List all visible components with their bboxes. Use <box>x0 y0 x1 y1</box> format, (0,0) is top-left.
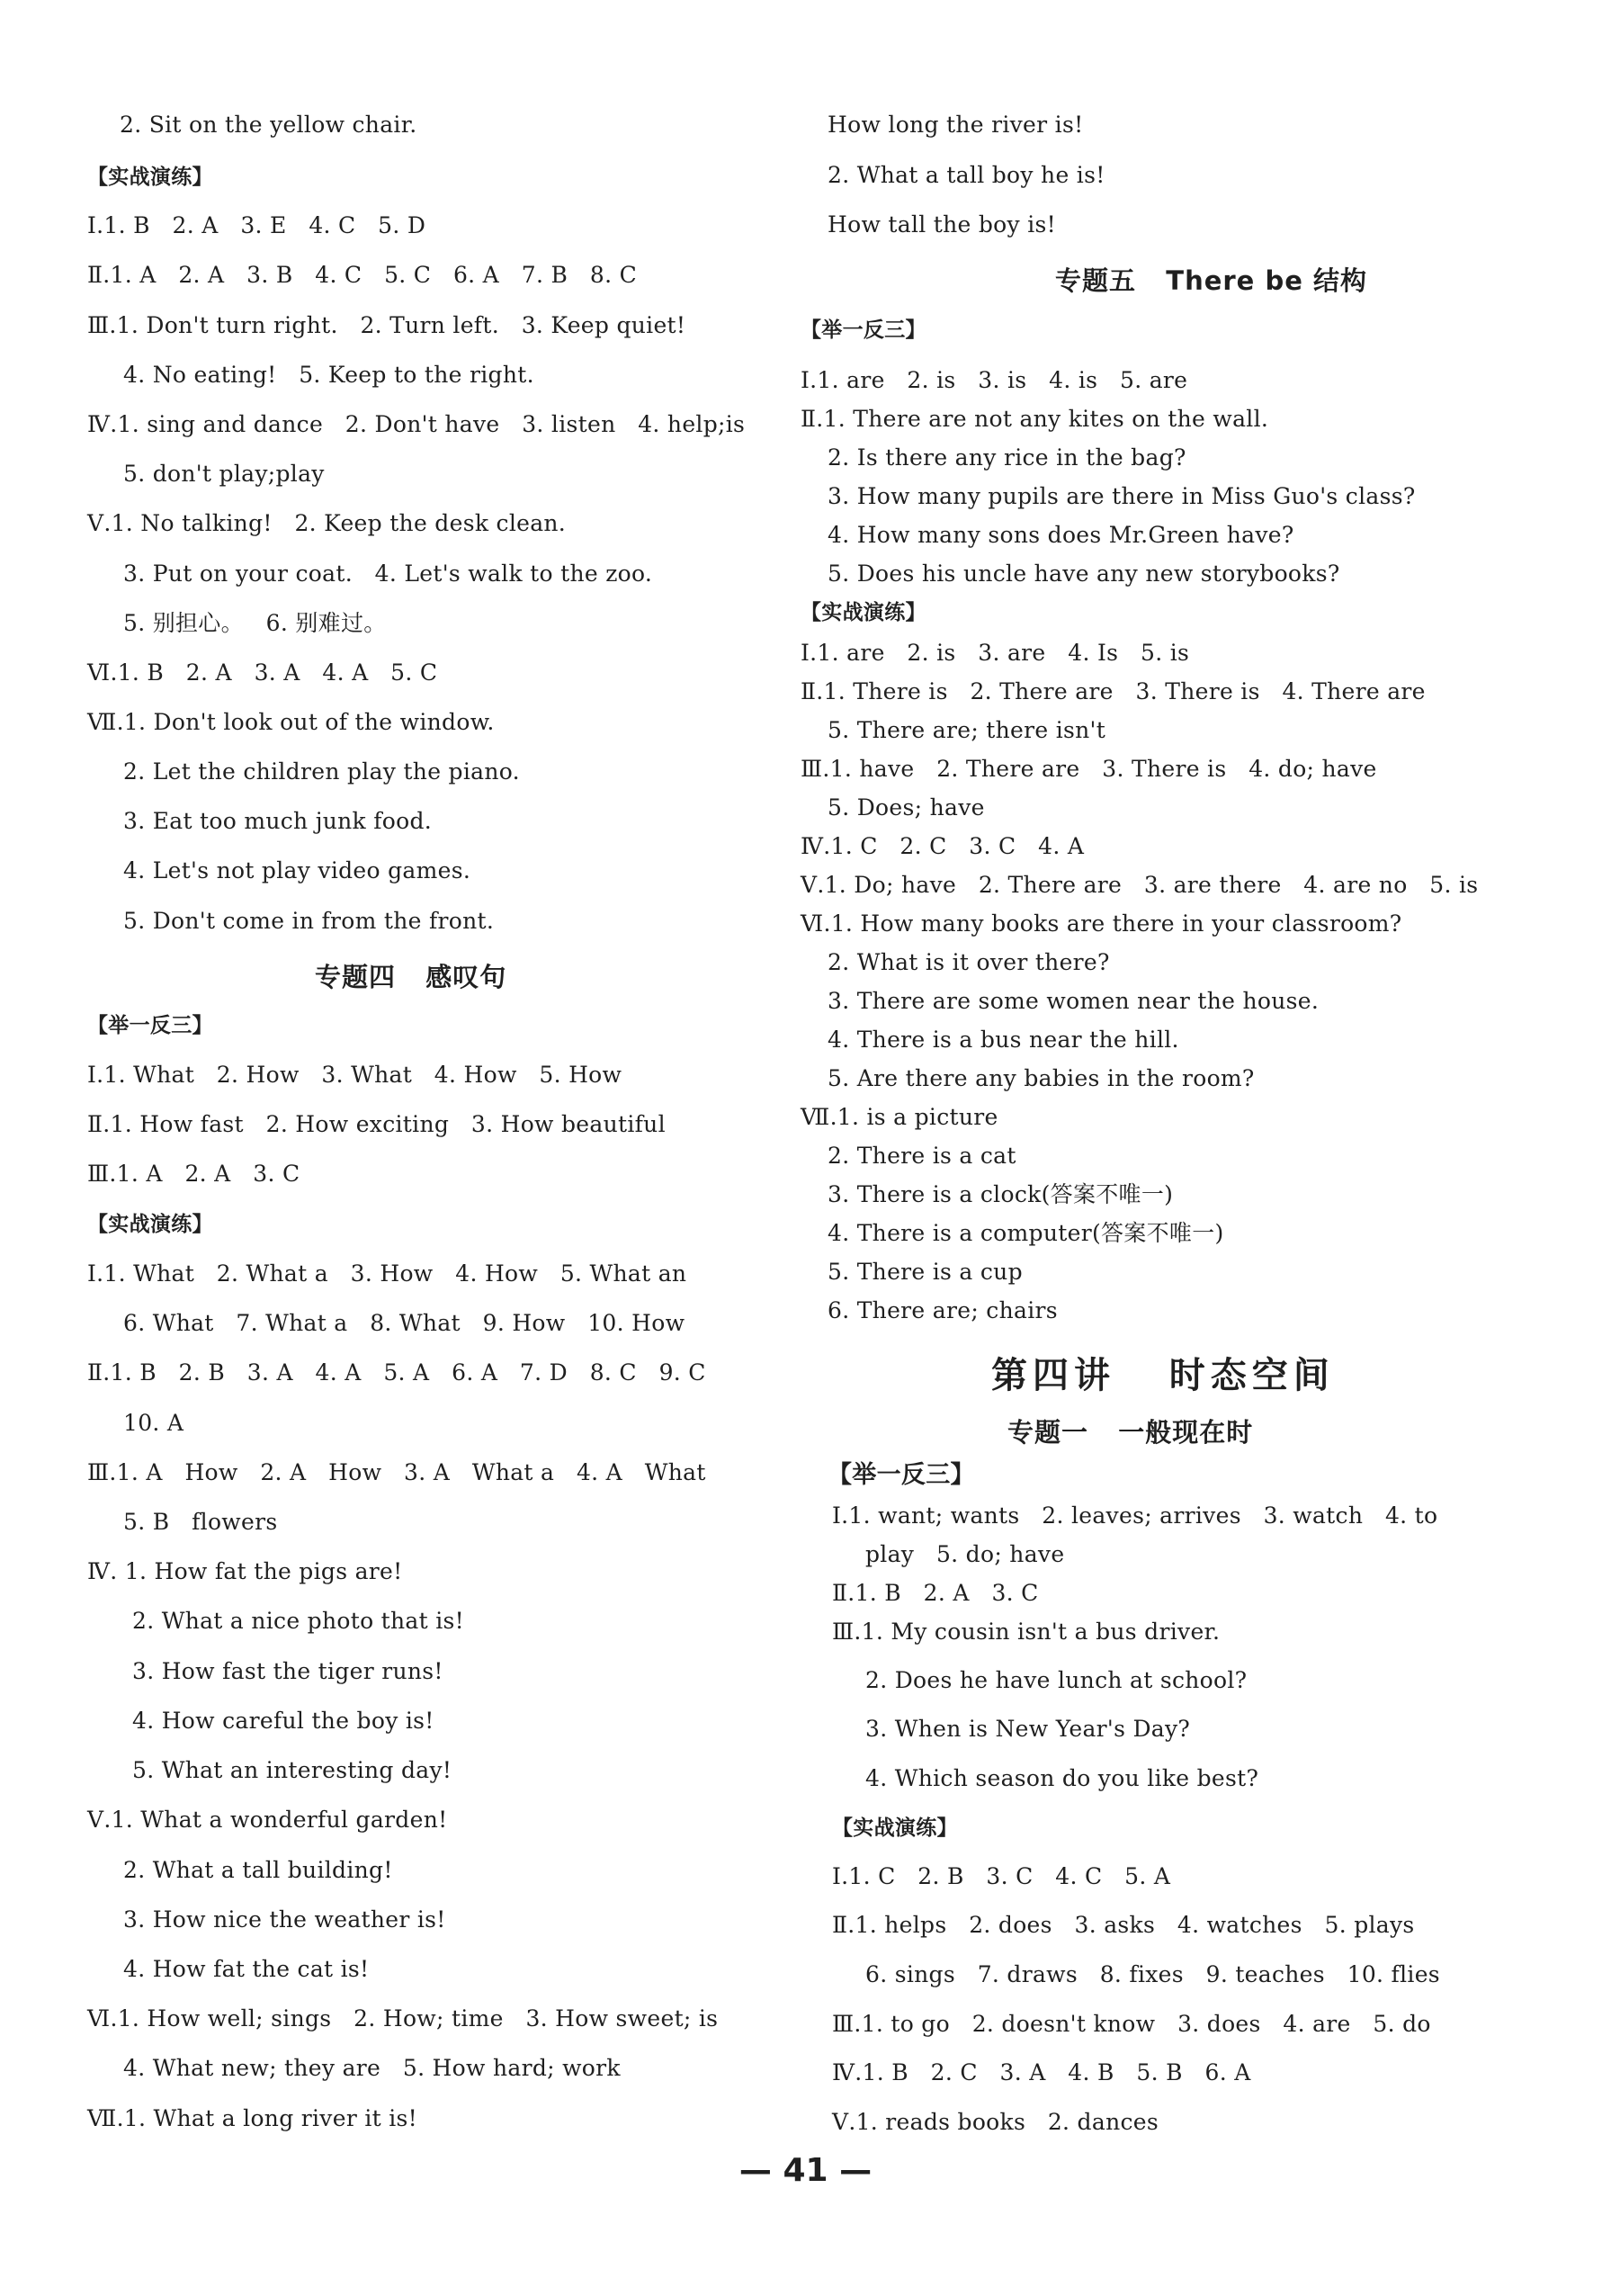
answer-line: Ⅱ.1. A 2. A 3. B 4. C 5. C 6. A 7. B 8. C <box>87 262 638 288</box>
answer-line: 4. There is a computer(答案不唯一) <box>828 1220 1224 1246</box>
answer-line: Ⅲ.1. Don't turn right. 2. Turn left. 3. Keep quiet! <box>87 312 686 338</box>
answer-line: 5. Are there any babies in the room? <box>828 1065 1255 1091</box>
section-heading: 专题一 一般现在时 <box>1007 1417 1254 1448</box>
answer-line: Ⅱ.1. How fast 2. How exciting 3. How beautiful <box>87 1111 666 1137</box>
answer-line: Ⅴ.1. reads books 2. dances <box>832 2109 1159 2135</box>
answer-line: 3. There are some women near the house. <box>828 988 1320 1014</box>
answer-line: 2. What is it over there? <box>828 949 1110 975</box>
answer-line: Ⅲ.1. to go 2. doesn't know 3. does 4. are 5. do <box>832 2011 1431 2037</box>
answer-line: 5. B flowers <box>123 1509 278 1535</box>
answer-line: Ⅳ.1. sing and dance 2. Don't have 3. listen 4. help;is <box>87 411 746 437</box>
answer-line: Ⅰ.1. are 2. is 3. are 4. Is 5. is <box>801 640 1190 666</box>
answer-line: Ⅲ.1. A How 2. A How 3. A What a 4. A What <box>87 1459 706 1485</box>
answer-line: Ⅵ.1. How well; sings 2. How; time 3. How sweet; is <box>87 2005 719 2031</box>
page-number: — 41 — <box>738 2152 873 2189</box>
answer-line: Ⅱ.1. helps 2. does 3. asks 4. watches 5. plays <box>832 1912 1415 1938</box>
answer-line: 6. What 7. What a 8. What 9. How 10. How <box>123 1310 685 1336</box>
answer-line: Ⅰ.1. are 2. is 3. is 4. is 5. are <box>801 367 1188 393</box>
answer-line: Ⅵ.1. How many books are there in your classroom? <box>801 910 1402 937</box>
section-tag: 【举一反三】 <box>828 1461 975 1489</box>
answer-line: 2. Does he have lunch at school? <box>865 1667 1248 1693</box>
answer-line: 5. There are; there isn't <box>828 717 1106 743</box>
answer-line: 4. Let's not play video games. <box>123 857 471 883</box>
answer-line: 2. What a tall building! <box>123 1857 393 1883</box>
answer-line: Ⅰ.1. C 2. B 3. C 4. C 5. A <box>832 1863 1171 1889</box>
section-tag: 【实战演练】 <box>801 601 926 624</box>
section-heading: 专题五 There be 结构 <box>1055 265 1367 296</box>
section-tag: 【实战演练】 <box>87 1213 213 1236</box>
answer-line: How tall the boy is! <box>828 211 1056 238</box>
answer-line: Ⅰ.1. want; wants 2. leaves; arrives 3. watch 4. to <box>832 1502 1438 1529</box>
answer-line: 2. What a nice photo that is! <box>132 1608 465 1634</box>
answer-line: 4. What new; they are 5. How hard; work <box>123 2055 621 2081</box>
answer-line: Ⅰ.1. What 2. What a 3. How 4. How 5. What an <box>87 1260 687 1287</box>
answer-line: 5. What an interesting day! <box>132 1757 452 1783</box>
answer-line: 6. There are; chairs <box>828 1297 1058 1323</box>
answer-line: 5. don't play;play <box>123 461 325 487</box>
answer-line: Ⅴ.1. No talking! 2. Keep the desk clean. <box>87 510 567 536</box>
answer-line: Ⅴ.1. Do; have 2. There are 3. are there 4. are no 5. is <box>801 872 1479 898</box>
answer-line: Ⅶ.1. Don't look out of the window. <box>87 709 495 735</box>
answer-line: How long the river is! <box>828 112 1084 138</box>
answer-line: 5. Don't come in from the front. <box>123 908 495 934</box>
answer-line: 4. Which season do you like best? <box>865 1765 1259 1791</box>
answer-line: 2. Is there any rice in the bag? <box>828 444 1186 471</box>
lecture-title: 第四讲 时态空间 <box>991 1354 1335 1396</box>
answer-line: 3. How fast the tiger runs! <box>132 1658 443 1684</box>
answer-line: 3. How many pupils are there in Miss Guo's class? <box>828 483 1416 509</box>
section-heading: 专题四 感叹句 <box>315 962 507 992</box>
answer-line: Ⅰ.1. What 2. How 3. What 4. How 5. How <box>87 1062 622 1088</box>
answer-line: 3. When is New Year's Day? <box>865 1716 1191 1742</box>
answer-line: 4. How careful the boy is! <box>132 1708 434 1734</box>
answer-line: 6. sings 7. draws 8. fixes 9. teaches 10. flies <box>865 1961 1440 1987</box>
section-tag: 【实战演练】 <box>832 1816 958 1840</box>
answer-line: Ⅲ.1. have 2. There are 3. There is 4. do; have <box>801 756 1377 782</box>
answer-line: 4. No eating! 5. Keep to the right. <box>123 362 534 388</box>
answer-line: 4. How many sons does Mr.Green have? <box>828 522 1294 548</box>
answer-line: play 5. do; have <box>865 1541 1065 1567</box>
answer-line: 5. There is a cup <box>828 1259 1023 1285</box>
answer-line: Ⅳ. 1. How fat the pigs are! <box>87 1558 403 1584</box>
answer-line: Ⅱ.1. There are not any kites on the wall. <box>801 406 1269 432</box>
answer-line: 10. A <box>123 1410 184 1436</box>
section-tag: 【举一反三】 <box>801 318 926 342</box>
answer-line: 3. Put on your coat. 4. Let's walk to the zoo. <box>123 561 653 587</box>
answer-line: Ⅶ.1. is a picture <box>801 1104 998 1130</box>
answer-line: Ⅱ.1. B 2. A 3. C <box>832 1580 1039 1606</box>
answer-line: Ⅲ.1. A 2. A 3. C <box>87 1161 300 1187</box>
section-tag: 【实战演练】 <box>87 166 213 189</box>
answer-line: 4. There is a bus near the hill. <box>828 1027 1179 1053</box>
answer-line: 5. Does his uncle have any new storybooks? <box>828 561 1340 587</box>
section-tag: 【举一反三】 <box>87 1014 213 1037</box>
answer-line: Ⅲ.1. My cousin isn't a bus driver. <box>832 1619 1221 1645</box>
answer-line: Ⅴ.1. What a wonderful garden! <box>87 1807 448 1833</box>
answer-line: Ⅱ.1. B 2. B 3. A 4. A 5. A 6. A 7. D 8. C 9. C <box>87 1359 706 1386</box>
answer-line: 2. Sit on the yellow chair. <box>120 112 417 138</box>
answer-line: 4. How fat the cat is! <box>123 1956 370 1982</box>
answer-line: 3. Eat too much junk food. <box>123 808 433 834</box>
answer-line: 2. There is a cat <box>828 1143 1016 1169</box>
answer-line: 2. What a tall boy he is! <box>828 162 1105 188</box>
answer-line: 5. 别担心。 6. 别难过。 <box>123 610 387 636</box>
answer-line: 3. How nice the weather is! <box>123 1906 446 1933</box>
answer-line: Ⅳ.1. C 2. C 3. C 4. A <box>801 833 1085 859</box>
answer-line: Ⅶ.1. What a long river it is! <box>87 2105 417 2131</box>
answer-line: 2. Let the children play the piano. <box>123 758 520 785</box>
answer-line: Ⅳ.1. B 2. C 3. A 4. B 5. B 6. A <box>832 2059 1251 2085</box>
answer-line: 3. There is a clock(答案不唯一) <box>828 1181 1174 1207</box>
answer-line: Ⅰ.1. B 2. A 3. E 4. C 5. D <box>87 212 426 238</box>
answer-line: Ⅵ.1. B 2. A 3. A 4. A 5. C <box>87 659 438 686</box>
answer-line: Ⅱ.1. There is 2. There are 3. There is 4. There are <box>801 678 1426 704</box>
answer-line: 5. Does; have <box>828 794 985 821</box>
